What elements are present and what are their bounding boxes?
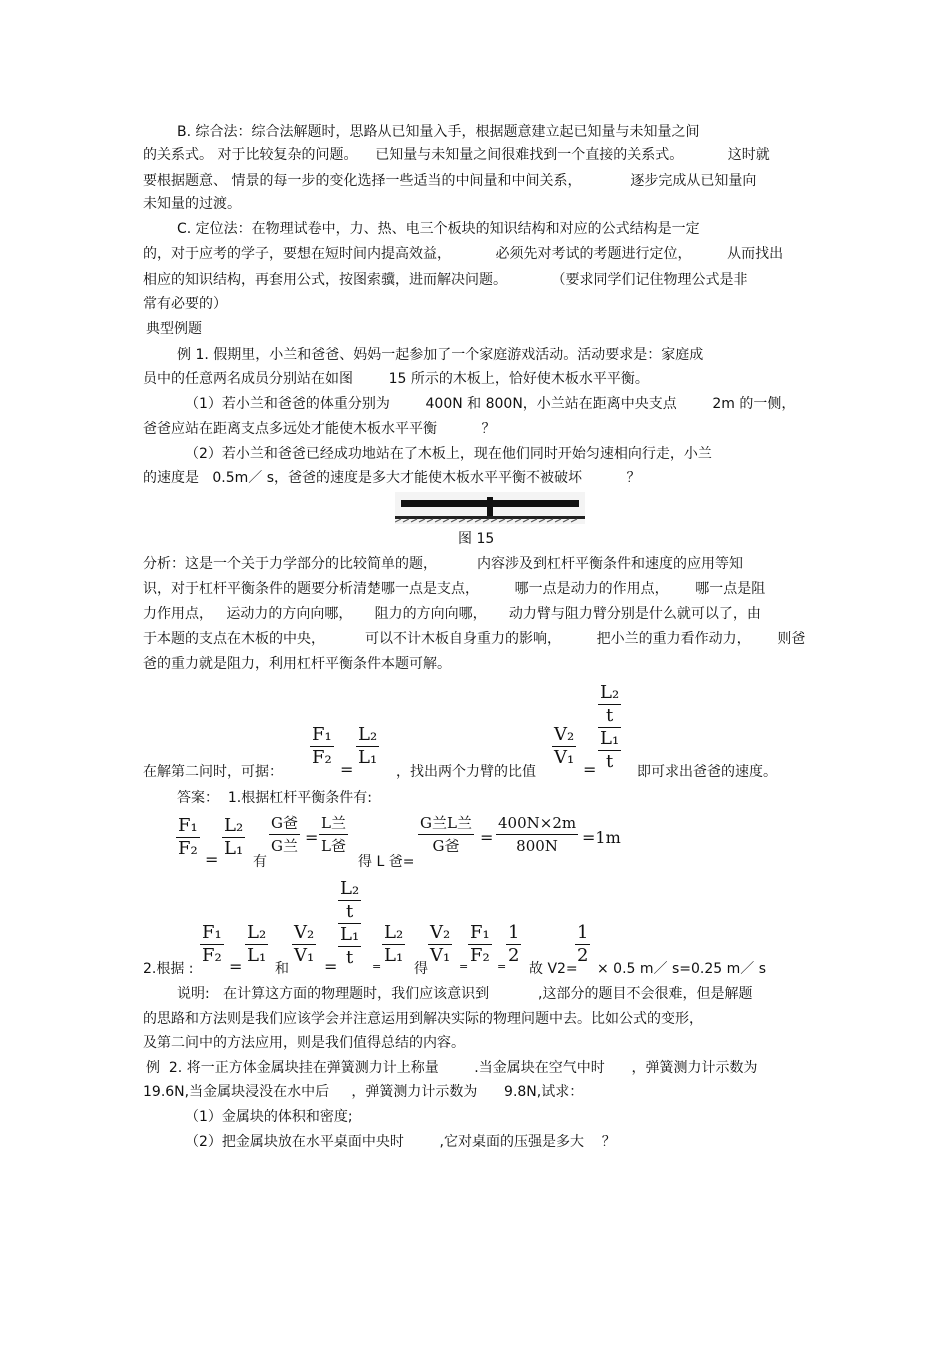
numerator: F₁ bbox=[470, 922, 490, 943]
paragraph-line: 员中的任意两名成员分别站在如图 15 所示的木板上，恰好使木板水平平衡。 bbox=[143, 371, 649, 387]
denominator: L₁ bbox=[224, 838, 244, 859]
fraction-f1-f2 bbox=[176, 815, 200, 860]
paragraph-line: 的思路和方法则是我们应该学会并注意运用到解决实际的物理问题中去。比如公式的变形， bbox=[143, 1011, 703, 1027]
numerator: L兰 bbox=[321, 814, 346, 832]
denominator: t bbox=[345, 947, 354, 968]
fraction-half bbox=[506, 922, 521, 967]
numerator: L₁ bbox=[600, 728, 620, 749]
fraction-v2-v1 bbox=[292, 922, 316, 967]
equals-sign: = bbox=[229, 957, 243, 976]
numerator: L₁ bbox=[340, 924, 360, 945]
fraction-gl-gdad bbox=[418, 812, 474, 857]
numerator: L₂ bbox=[224, 815, 244, 836]
paragraph-line: B. 综合法：综合法解题时，思路从已知量入手，根据题意建立起已知量与未知量之间 bbox=[177, 124, 700, 140]
fraction-l2-l1 bbox=[382, 922, 405, 967]
plank-figure bbox=[395, 492, 585, 524]
paragraph-line: 19.6N,当金属块浸没在水中后 ，弹簧测力计示数为 9.8N,试求： bbox=[143, 1084, 584, 1100]
denominator: F₂ bbox=[178, 838, 198, 859]
numerator: 1 bbox=[577, 922, 589, 943]
equals-sign: = bbox=[305, 828, 319, 847]
fraction-gdad-glan bbox=[269, 812, 300, 857]
paragraph-line: 和 bbox=[275, 961, 289, 977]
paragraph-line: × 0.5 m／ s=0.25 m／ s bbox=[597, 961, 767, 977]
numerator: V₂ bbox=[430, 922, 451, 943]
paragraph-line: 故 V2= bbox=[529, 961, 578, 977]
compound-fraction bbox=[598, 682, 621, 773]
paragraph-line: 的关系式。 对于比较复杂的问题。 已知量与未知量之间很难找到一个直接的关系式。 这时就 bbox=[143, 147, 770, 163]
paragraph-line: 未知量的过渡。 bbox=[143, 196, 241, 212]
denominator: 2 bbox=[508, 945, 520, 966]
ground-line bbox=[395, 516, 585, 519]
paragraph-line: C. 定位法：在物理试卷中，力、热、电三个板块的知识结构和对应的公式结构是一定 bbox=[177, 221, 700, 237]
equals-sign: = bbox=[324, 957, 338, 976]
paragraph-line: （1）金属块的体积和密度; bbox=[185, 1109, 353, 1125]
paragraph-line: 爸的重力就是阻力，利用杠杆平衡条件本题可解。 bbox=[143, 656, 451, 672]
denominator: 2 bbox=[577, 945, 589, 966]
paragraph-line: 的，对于应考的学子，要想在短时间内提高效益， 必须先对考试的考题进行定位， 从而找出 bbox=[143, 246, 784, 262]
paragraph-line: （1）若小兰和爸爸的体重分别为 400N 和 800N，小兰站在距离中央支点 2m 的一侧， bbox=[185, 396, 796, 412]
figure-caption: 图 15 bbox=[458, 531, 495, 547]
section-heading: 典型例题 bbox=[146, 321, 202, 337]
denominator: V₁ bbox=[554, 747, 575, 768]
paragraph-line: 于本题的支点在木板的中央， 可以不计木板自身重力的影响， 把小兰的重力看作动力， 则爸 bbox=[143, 631, 806, 647]
denominator: G爸 bbox=[432, 837, 460, 855]
compound-fraction bbox=[338, 878, 361, 969]
equals-sign: = bbox=[372, 960, 382, 973]
paragraph-line: 识，对于杠杆平衡条件的题要分析清楚哪一点是支点， 哪一点是动力的作用点， 哪一点是阻 bbox=[143, 581, 766, 597]
denominator: L₁ bbox=[384, 945, 404, 966]
denominator: V₁ bbox=[294, 945, 315, 966]
paragraph-line: （2）把金属块放在水平桌面中央时 ,它对桌面的压强是多大 ？ bbox=[185, 1134, 616, 1150]
paragraph-line: 力作用点， 运动力的方向向哪， 阻力的方向向哪， 动力臂与阻力臂分别是什么就可以了，由 bbox=[143, 606, 761, 622]
numerator: F₁ bbox=[312, 724, 332, 745]
fraction-calc bbox=[496, 812, 578, 857]
fraction-l2-t bbox=[598, 682, 621, 727]
denominator: 800N bbox=[516, 837, 558, 855]
fraction-f1-f2 bbox=[310, 724, 334, 769]
paragraph-line: 相应的知识结构，再套用公式，按图索骥，进而解决问题。 （要求同学们记住物理公式是非 bbox=[143, 272, 748, 288]
denominator: L₁ bbox=[358, 747, 378, 768]
paragraph-line: 的速度是 0.5m／ s，爸爸的速度是多大才能使木板水平平衡不被破坏 ？ bbox=[143, 470, 641, 486]
numerator: V₂ bbox=[554, 724, 575, 745]
fraction-v2-v1 bbox=[552, 724, 576, 769]
denominator: F₂ bbox=[470, 945, 490, 966]
equals-sign: = bbox=[480, 828, 494, 847]
denominator: G兰 bbox=[271, 837, 298, 855]
equals-sign: = bbox=[459, 960, 469, 973]
fraction-l1-t bbox=[338, 924, 361, 969]
numerator: 400N×2m bbox=[498, 814, 577, 832]
equals-sign: = bbox=[497, 960, 507, 973]
paragraph-line: 即可求出爸爸的速度。 bbox=[637, 764, 777, 780]
paragraph-line: 例 1. 假期里，小兰和爸爸、妈妈一起参加了一个家庭游戏活动。活动要求是：家庭成 bbox=[177, 347, 704, 363]
numerator: L₂ bbox=[340, 878, 360, 899]
denominator: t bbox=[605, 705, 614, 726]
calc-result: =1m bbox=[582, 828, 621, 847]
numerator: F₁ bbox=[178, 815, 198, 836]
denominator: t bbox=[605, 751, 614, 772]
fraction-l2-l1 bbox=[222, 815, 245, 860]
numerator: G兰L兰 bbox=[420, 814, 472, 832]
equals-sign: = bbox=[583, 760, 597, 779]
paragraph-line: 得 bbox=[414, 961, 428, 977]
numerator: G爸 bbox=[271, 814, 298, 832]
paragraph-line: 要根据题意、 情景的每一步的变化选择一些适当的中间量和中间关系， 逐步完成从已知量向 bbox=[143, 173, 757, 189]
fraction-l2-l1 bbox=[356, 724, 379, 769]
paragraph-line: （2）若小兰和爸爸已经成功地站在了木板上，现在他们同时开始匀速相向行走，小兰 bbox=[185, 446, 712, 462]
numerator: F₁ bbox=[202, 922, 222, 943]
denominator: t bbox=[345, 901, 354, 922]
paragraph-line: 常有必要的） bbox=[143, 296, 227, 312]
denominator: V₁ bbox=[430, 945, 451, 966]
paragraph-line: 得 L 爸= bbox=[358, 854, 415, 870]
paragraph-line: 说明: 在计算这方面的物理题时，我们应该意识到 ,这部分的题目不会很难，但是解题 bbox=[177, 986, 753, 1002]
denominator: L爸 bbox=[321, 837, 346, 855]
numerator: L₂ bbox=[247, 922, 267, 943]
paragraph-line: 2.根据 : bbox=[143, 961, 194, 977]
equals-sign: = bbox=[205, 850, 219, 869]
paragraph-line: 在解第二问时，可据： bbox=[143, 764, 283, 780]
fraction-l2-t bbox=[338, 878, 361, 923]
paragraph-line: 有 bbox=[253, 854, 267, 870]
numerator: 1 bbox=[508, 922, 520, 943]
numerator: L₂ bbox=[600, 682, 620, 703]
fraction-v2-v1 bbox=[428, 922, 452, 967]
paragraph-line: 分析：这是一个关于力学部分的比较简单的题， 内容涉及到杠杆平衡条件和速度的应用等知 bbox=[143, 556, 744, 572]
fraction-l1-t bbox=[598, 728, 621, 773]
paragraph-line: 答案： 1.根据杠杆平衡条件有: bbox=[177, 790, 372, 806]
denominator: L₁ bbox=[247, 945, 267, 966]
fraction-l2-l1 bbox=[245, 922, 268, 967]
paragraph-line: 爸爸应站在距离支点多远处才能使木板水平平衡 ？ bbox=[143, 421, 496, 437]
fraction-f1-f2 bbox=[468, 922, 492, 967]
fraction-f1-f2 bbox=[200, 922, 224, 967]
numerator: V₂ bbox=[294, 922, 315, 943]
numerator: L₂ bbox=[384, 922, 404, 943]
denominator: F₂ bbox=[202, 945, 222, 966]
fulcrum bbox=[487, 497, 493, 517]
paragraph-line: ，找出两个力臂的比值 bbox=[396, 764, 536, 780]
paragraph-line: 及第二问中的方法应用，则是我们值得总结的内容。 bbox=[143, 1035, 465, 1051]
fraction-half bbox=[575, 922, 590, 967]
paragraph-line: 例 2. 将一正方体金属块挂在弹簧测力计上称量 .当金属块在空气中时 ，弹簧测力计示数为 bbox=[146, 1060, 758, 1076]
equals-sign: = bbox=[340, 760, 354, 779]
denominator: F₂ bbox=[312, 747, 332, 768]
fraction-llan-ldad bbox=[319, 812, 348, 857]
numerator: L₂ bbox=[358, 724, 378, 745]
